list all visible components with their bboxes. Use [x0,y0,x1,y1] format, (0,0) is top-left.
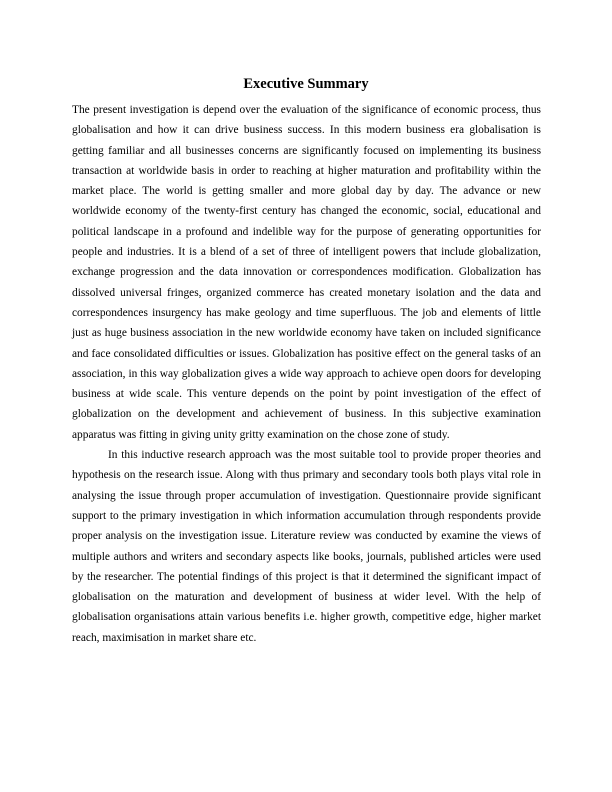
paragraph-2: In this inductive research approach was the most suitable tool to provide proper theories and hypothesis on the research issue. Along with thus primary and secondary tools both plays vital role in analysing the issue through proper accumulation of investigation. Questionnaire provide significant support to the primary investigation in which information accumulation through respondents provide proper analysis on the investigation issue. Literature review was conducted by examine the views of multiple authors and writers and secondary aspects like books, journals, published articles were used by the researcher. The potential findings of this project is that it determined the significant impact of globalisation on the maturation and development of business at wider level. With the help of globalisation organisations attain various benefits i.e. higher growth, competitive edge, higher market reach, maximisation in market share etc. [72,449,541,644]
page-title: Executive Summary [243,76,369,92]
document-body [72,100,541,648]
paragraph-1: The present investigation is depend over the evaluation of the significance of economic process, thus globalisation and how it can drive business success. In this modern business era globalisation is getting familiar and all businesses concerns are significantly focused on implementing its business transaction at worldwide basis in order to reaching at higher maturation and profitability within the market place. The world is getting smaller and more global day by day. The advance or new worldwide economy of the twenty-first century has changed the economic, social, educational and political landscape in a profound and indelible way for the purpose of generating opportunities for people and industries. It is a blend of a set of three of intelligent powers that include globalization, exchange progression and the data innovation or correspondences modification. Globalization has dissolved universal fringes, organized commerce has created monetary isolation and the data and correspondences insurgency has make geology and time superfluous. The job and elements of little just as huge business association in the new worldwide economy have taken on included significance and face consolidated difficulties or issues. Globalization has positive effect on the general tasks of an association, in this way globalization gives a wide way approach to achieve open doors for developing business at wide scale. This venture depends on the point by point investigation of the effect of globalization on the development and achievement of business. In this subjective examination apparatus was fitting in giving unity gritty examination on the chose zone of study. [72,104,541,441]
